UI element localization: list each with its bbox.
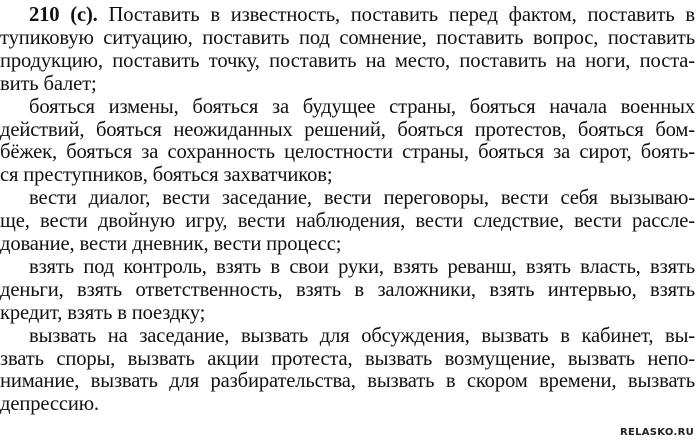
text-line-10: ще, вести двойную игру, вести наблюдения, вести следствие, вести рассле- xyxy=(0,210,695,233)
text-line-12: взять под контроль, взять в свои руки, взять реванш, взять власть, взять xyxy=(29,255,695,278)
text-line-4: вить балет; xyxy=(0,72,97,95)
text-line-15: вызвать на заседание, вызвать для обсуждения, вызвать в кабинет, вы- xyxy=(29,324,695,347)
text-line-2: тупиковую ситуацию, поставить под сомнение, поставить вопрос, поставить xyxy=(0,26,695,49)
text-line-17: нимание, вызвать для разбирательства, вызвать в скором времени, вызвать xyxy=(0,370,695,393)
text-line-3: продукцию, поставить точку, поставить на место, поставить на ноги, поста- xyxy=(0,49,695,72)
text-line-18: депрессию. xyxy=(0,393,99,416)
text-line-13: деньги, взять ответственность, взять в заложники, взять интервью, взять xyxy=(0,278,695,301)
text-line-16: звать споры, вызвать акции протеста, вызвать возмущение, вызвать непо- xyxy=(0,347,695,370)
text-line-5: бояться измены, бояться за будущее страны, бояться начала военных xyxy=(29,95,695,118)
text-line-14: кредит, взять в поездку; xyxy=(0,301,206,324)
text-line-6: действий, бояться неожиданных решений, бояться протестов, бояться бом- xyxy=(0,118,695,141)
text-line-1-content: Поставить в известность, поставить перед фактом, поставить в xyxy=(108,4,695,26)
site-watermark: RELASKO.RU xyxy=(619,427,694,438)
text-line-9: вести диалог, вести заседание, вести переговоры, вести себя вызываю- xyxy=(29,187,695,210)
text-line-8: ся преступников, бояться захватчиков; xyxy=(0,164,333,187)
text-line-11: дование, вести дневник, вести процесс; xyxy=(0,233,342,255)
text-line-7: бёжек, бояться за сохранность целостности страны, бояться за сирот, боять- xyxy=(0,141,695,164)
exercise-number: 210 (с). xyxy=(29,4,98,26)
text-line-1 xyxy=(29,4,695,27)
